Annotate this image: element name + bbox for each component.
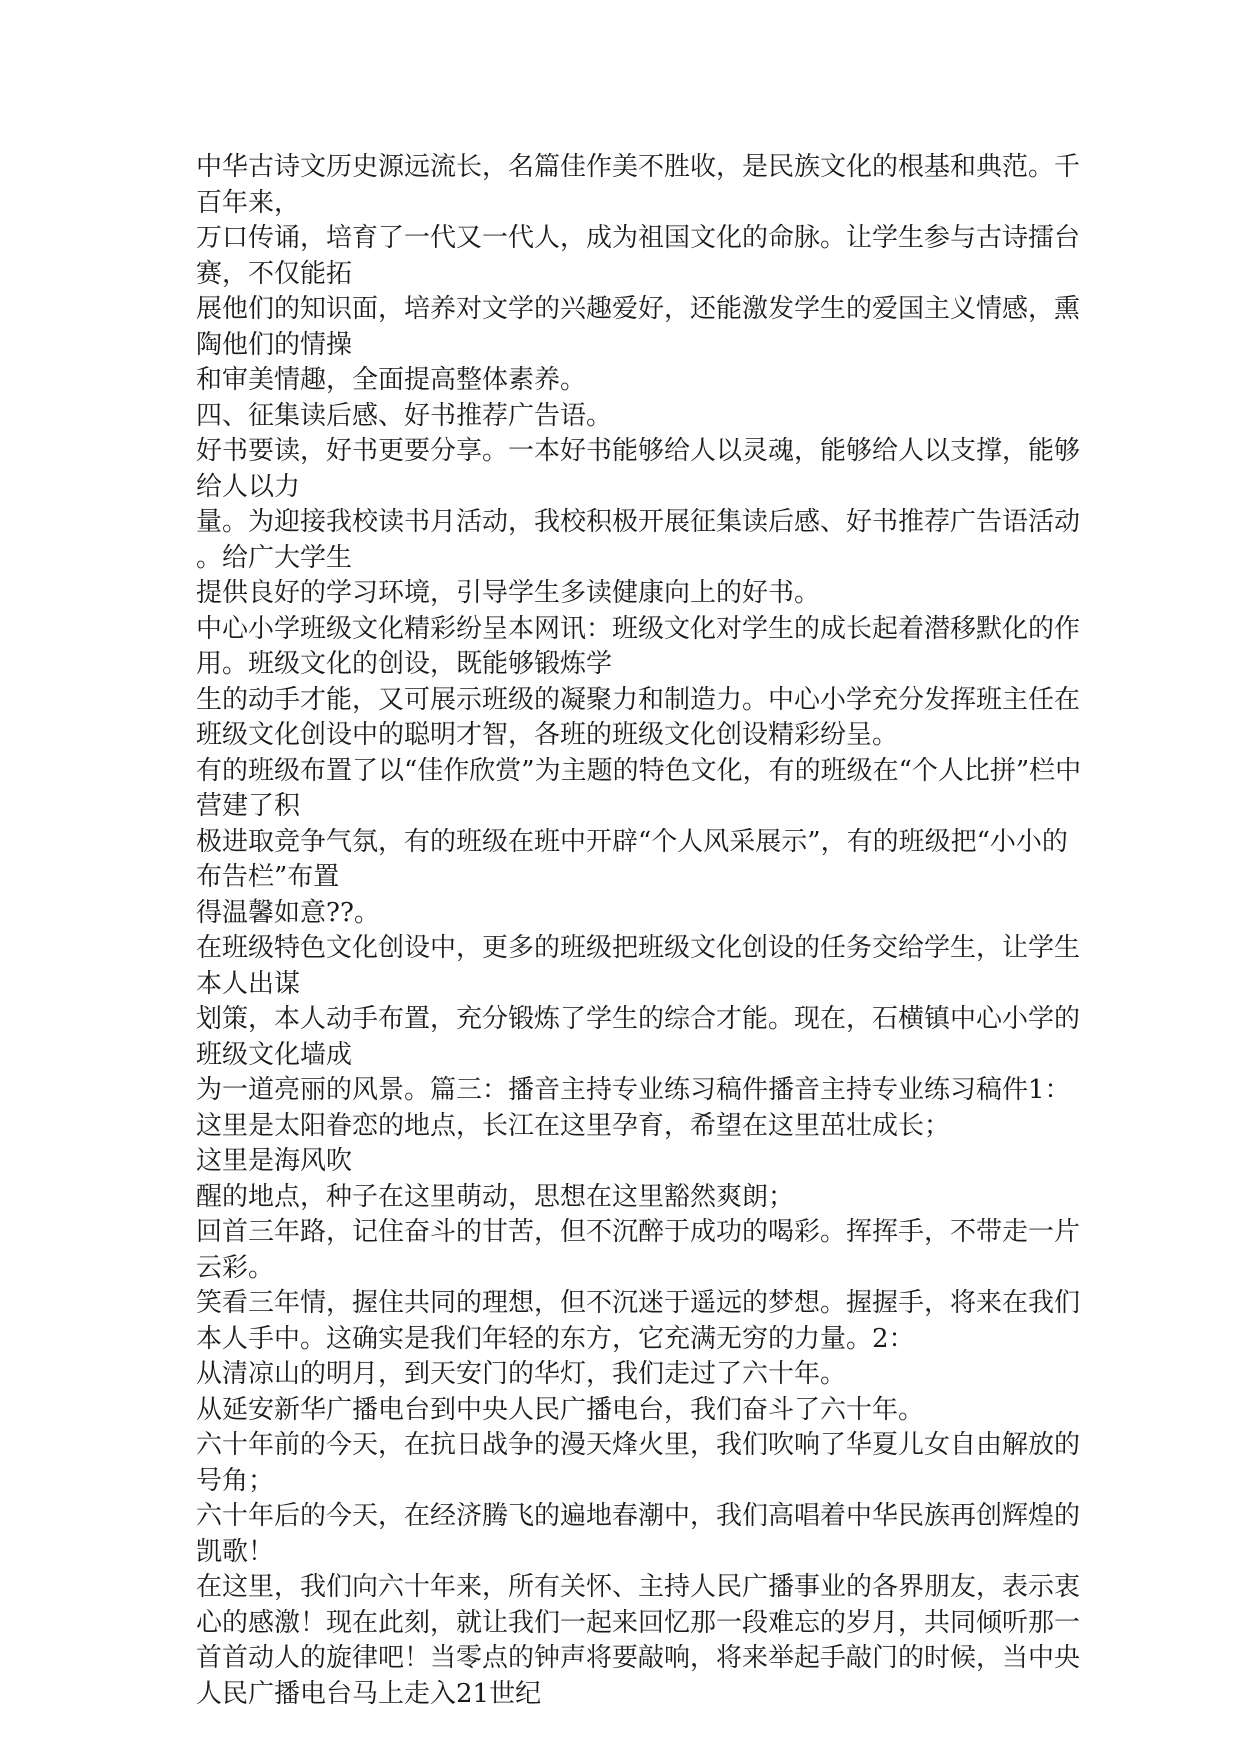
text-line: 给人以力 (196, 471, 301, 502)
text-line: 中心小学班级文化精彩纷呈本网讯：班级文化对学生的成长起着潜移默化的作 (196, 613, 1081, 644)
text-line: 有的班级布置了以“佳作欣赏”为主题的特色文化，有的班级在“个人比拼”栏中 (196, 755, 1082, 786)
text-line: 从延安新华广播电台到中央人民广播电台，我们奋斗了六十年。 (196, 1394, 925, 1425)
text-line: 极进取竞争气氛，有的班级在班中开辟“个人风采展示”，有的班级把“小小的 (196, 826, 1068, 857)
text-line: 醒的地点，种子在这里萌动，思想在这里豁然爽朗； (196, 1181, 795, 1212)
text-line: 提供良好的学习环境，引导学生多读健康向上的好书。 (196, 578, 821, 608)
text-line: 为一道亮丽的风景。篇三：播音主持专业练习稿件播音主持专业练习稿件1： (196, 1075, 1071, 1105)
text-line: 笑看三年情，握住共同的理想，但不沉迷于遥远的梦想。握握手，将来在我们 (196, 1288, 1081, 1318)
text-line: 班级文化创设中的聪明才智，各班的班级文化创设精彩纷呈。 (196, 720, 899, 750)
text-line: 这里是海风吹 (196, 1146, 353, 1176)
text-line: 号角； (196, 1465, 275, 1496)
text-line: 营建了积 (196, 791, 301, 821)
text-line: 四、征集读后感、好书推荐广告语。 (196, 400, 613, 431)
text-line: 生的动手才能，又可展示班级的凝聚力和制造力。中心小学充分发挥班主任在 (196, 684, 1081, 715)
document-body (196, 150, 1082, 1712)
text-line: 从清凉山的明月，到天安门的华灯，我们走过了六十年。 (196, 1359, 847, 1389)
text-line: 布告栏”布置 (196, 862, 340, 892)
text-line: 好书要读，好书更要分享。一本好书能够给人以灵魂，能够给人以支撑，能够 (196, 436, 1081, 466)
text-line: 陶他们的情操 (196, 329, 353, 360)
text-line: 首首动人的旋律吧！当零点的钟声将要敲响，将来举起手敲门的时候，当中央 (196, 1643, 1081, 1673)
text-line: 这里是太阳眷恋的地点，长江在这里孕育，希望在这里茁壮成长； (196, 1110, 951, 1141)
text-line: 万口传诵，培育了一代又一代人，成为祖国文化的命脉。让学生参与古诗擂台 (196, 223, 1081, 253)
text-line: 心的感激！现在此刻，就让我们一起来回忆那一段难忘的岁月，共同倾听那一 (196, 1607, 1081, 1638)
text-line: 中华古诗文历史源远流长，名篇佳作美不胜收，是民族文化的根基和典范。千 (196, 152, 1081, 182)
text-line: 凯歌！ (196, 1536, 275, 1567)
text-line: 。给广大学生 (196, 542, 353, 573)
text-line: 云彩。 (196, 1252, 275, 1283)
text-line: 展他们的知识面，培养对文学的兴趣爱好，还能激发学生的爱国主义情感，熏 (196, 294, 1081, 324)
text-line: 用。班级文化的创设，既能够锻炼学 (196, 649, 613, 679)
text-line: 在这里，我们向六十年来，所有关怀、主持人民广播事业的各界朋友，表示衷 (196, 1572, 1081, 1602)
text-line: 得温馨如意??。 (196, 897, 380, 928)
text-line: 回首三年路，记住奋斗的甘苦，但不沉醉于成功的喝彩。挥挥手，不带走一片 (196, 1217, 1081, 1247)
text-line: 划策，本人动手布置，充分锻炼了学生的综合才能。现在，石横镇中心小学的 (196, 1004, 1081, 1034)
text-line: 赛，不仅能拓 (196, 258, 353, 289)
text-line: 和审美情趣，全面提高整体素养。 (196, 365, 587, 395)
text-line: 量。为迎接我校读书月活动，我校积极开展征集读后感、好书推荐广告语活动 (196, 507, 1081, 537)
text-line: 本人出谋 (196, 968, 301, 999)
text-line: 六十年后的今天，在经济腾飞的遍地春潮中，我们高唱着中华民族再创辉煌的 (196, 1501, 1081, 1531)
text-line: 在班级特色文化创设中，更多的班级把班级文化创设的任务交给学生，让学生 (196, 933, 1081, 963)
text-line: 百年来， (196, 187, 301, 218)
text-line: 人民广播电台马上走入21世纪 (196, 1678, 542, 1709)
text-line: 本人手中。这确实是我们年轻的东方，它充满无穷的力量。2： (196, 1323, 915, 1354)
text-line: 六十年前的今天，在抗日战争的漫天烽火里，我们吹响了华夏儿女自由解放的 (196, 1430, 1081, 1460)
text-line: 班级文化墙成 (196, 1039, 353, 1070)
